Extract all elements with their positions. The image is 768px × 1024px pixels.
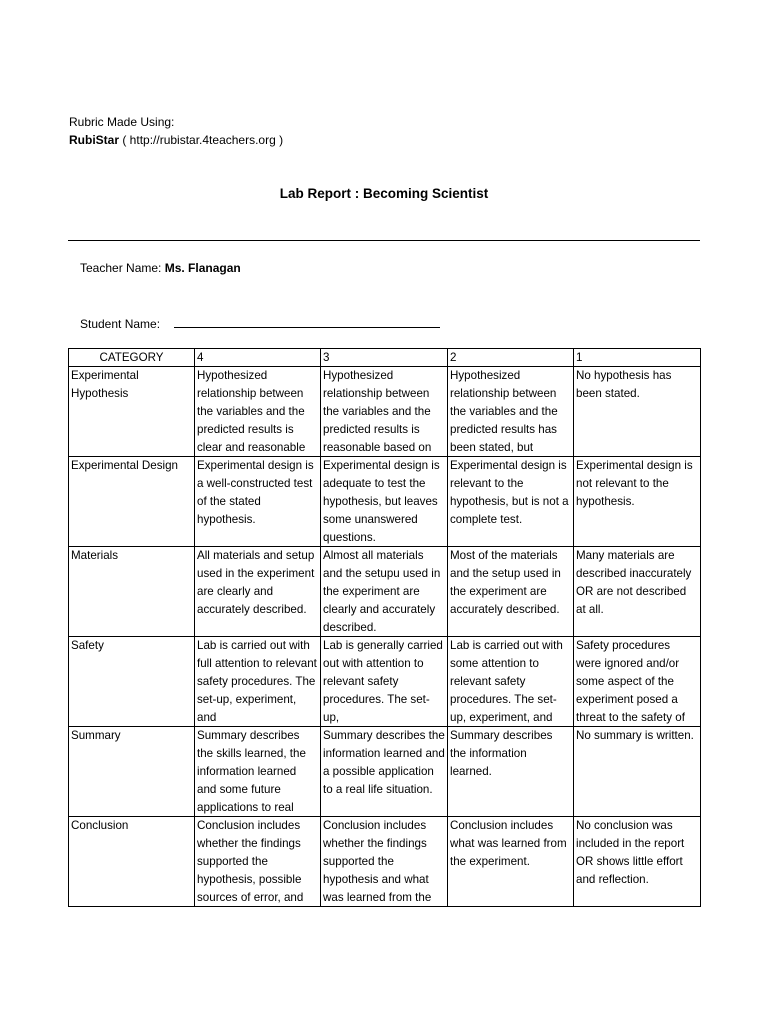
score-cell	[448, 547, 574, 637]
score-text: Almost all materials and the setupu used in the experiment are clearly and accurately described.	[323, 549, 441, 634]
score-text: Conclusion includes whether the findings supported the hypothesis, possible sources of error, and	[197, 819, 304, 904]
score-text: Conclusion includes what was learned from the experiment.	[450, 819, 567, 868]
category-text: Safety	[71, 639, 104, 652]
score-text: Experimental design is a well-constructed test of the stated hypothesis.	[197, 459, 314, 526]
table-row	[69, 637, 701, 727]
student-name-label: Student Name:	[80, 317, 161, 331]
score-text: Experimental design is not relevant to the hypothesis.	[576, 459, 693, 508]
score-text: No conclusion was included in the report OR shows little effort and reflection.	[576, 819, 685, 886]
made-using-label: Rubric Made Using:	[69, 115, 175, 129]
category-cell	[69, 817, 195, 907]
category-text: Experimental Hypothesis	[71, 369, 139, 400]
score-cell	[574, 727, 701, 817]
score-cell	[195, 367, 321, 457]
score-text: Safety procedures were ignored and/or some aspect of the experiment posed a threat to the safety of	[576, 639, 685, 724]
score-cell	[195, 817, 321, 907]
table-header-row	[69, 349, 701, 367]
score-cell	[321, 817, 448, 907]
score-text: No summary is written.	[576, 729, 694, 742]
category-text: Materials	[71, 549, 119, 562]
score-text: Summary describes the information learned.	[450, 729, 553, 778]
score-text: Hypothesized relationship between the variables and the predicted results is clear and reasonable	[197, 369, 306, 454]
score-cell	[574, 547, 701, 637]
score-cell	[195, 727, 321, 817]
category-text: Experimental Design	[71, 459, 178, 472]
score-cell	[574, 367, 701, 457]
score-cell	[448, 817, 574, 907]
rubric-source	[69, 113, 283, 149]
score-text: Lab is generally carried out with attention to relevant safety procedures. The set-up,	[323, 639, 443, 724]
category-cell	[69, 727, 195, 817]
score-text: All materials and setup used in the experiment are clearly and accurately described.	[197, 549, 315, 616]
category-cell	[69, 367, 195, 457]
score-cell	[195, 547, 321, 637]
score-text: Lab is carried out with some attention to relevant safety procedures. The set-up, experiment, and	[450, 639, 563, 724]
header-divider	[68, 240, 700, 241]
score-cell	[574, 817, 701, 907]
teacher-name-value: Ms. Flanagan	[164, 261, 241, 275]
score-cell	[321, 457, 448, 547]
student-name-row	[80, 315, 440, 331]
header-category: CATEGORY	[69, 349, 195, 367]
table-row	[69, 367, 701, 457]
header-score-2: 2	[448, 349, 574, 367]
score-cell	[574, 457, 701, 547]
teacher-name-label: Teacher Name:	[80, 261, 165, 275]
document-title: Lab Report : Becoming Scientist	[279, 186, 489, 201]
rubric-table	[68, 348, 701, 907]
student-name-blank[interactable]	[174, 315, 440, 328]
score-cell	[321, 547, 448, 637]
score-text: Summary describes the skills learned, the information learned and some future applications to real	[197, 729, 306, 814]
score-text: Many materials are described inaccurately OR are not described at all.	[576, 549, 692, 616]
score-text: Summary describes the information learned and a possible application to a real life situation.	[323, 729, 445, 796]
score-cell	[195, 637, 321, 727]
score-text: Most of the materials and the setup used in the experiment are accurately described.	[450, 549, 561, 616]
category-text: Summary	[71, 729, 121, 742]
score-cell	[448, 727, 574, 817]
table-row	[69, 457, 701, 547]
table-row	[69, 817, 701, 907]
score-text: Experimental design is adequate to test the hypothesis, but leaves some unanswered questions.	[323, 459, 440, 544]
tool-credit	[69, 131, 283, 149]
score-text: Conclusion includes whether the findings supported the hypothesis and what was learned from the	[323, 819, 432, 904]
score-cell	[448, 637, 574, 727]
score-cell	[448, 367, 574, 457]
category-text: Conclusion	[71, 819, 129, 832]
score-cell	[195, 457, 321, 547]
score-cell	[321, 637, 448, 727]
header-score-3: 3	[321, 349, 448, 367]
score-cell	[574, 637, 701, 727]
table-row	[69, 547, 701, 637]
score-text: Hypothesized relationship between the variables and the predicted results is reasonable based on	[323, 369, 432, 454]
score-text: Hypothesized relationship between the variables and the predicted results has been stated, but	[450, 369, 558, 454]
header-score-4: 4	[195, 349, 321, 367]
score-text: Lab is carried out with full attention to relevant safety procedures. The set-up, experiment, and	[197, 639, 317, 724]
score-text: No hypothesis has been stated.	[576, 369, 672, 400]
table-row	[69, 727, 701, 817]
header-score-1: 1	[574, 349, 701, 367]
score-cell	[321, 367, 448, 457]
category-cell	[69, 547, 195, 637]
teacher-name-row	[80, 261, 241, 275]
category-cell	[69, 457, 195, 547]
score-text: Experimental design is relevant to the hypothesis, but is not a complete test.	[450, 459, 569, 526]
score-cell	[448, 457, 574, 547]
category-cell	[69, 637, 195, 727]
score-cell	[321, 727, 448, 817]
tool-name: RubiStar	[69, 133, 120, 147]
tool-url: ( http://rubistar.4teachers.org )	[119, 133, 284, 147]
